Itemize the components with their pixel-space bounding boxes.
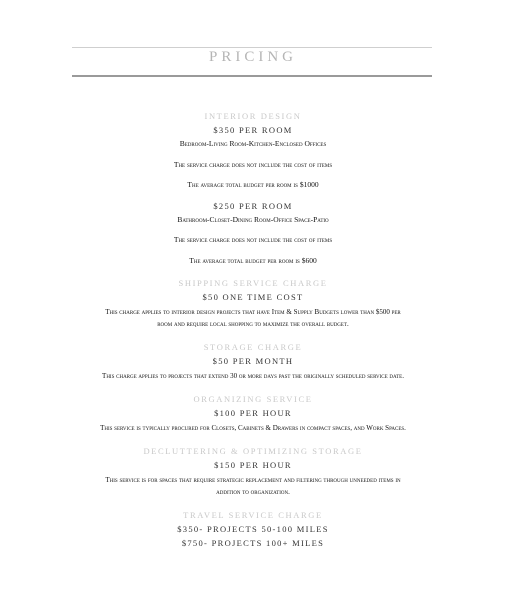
organizing-section [0,394,506,434]
price-line: $350 PER ROOM [213,125,293,135]
budget-note: The average total budget per room is $1000 [187,180,319,189]
section-heading: SHIPPING SERVICE CHARGE [178,278,328,288]
price-line: $250 PER ROOM [213,200,293,211]
section-heading: ORGANIZING SERVICE [193,394,313,404]
price-line: $350- PROJECTS 50-100 MILES [177,524,329,534]
top-divider [72,47,432,48]
storage-section [0,342,506,382]
decluttering-section [0,446,506,498]
bottom-divider [72,75,432,77]
room-list: Bathroom-Closet-Dining Room-Office Space-Patio [177,214,329,224]
service-note: The service charge does not include the cost of items [173,235,333,244]
description-line: room and require local shopping to maximize the overall budget. [157,320,349,328]
section-heading: INTERIOR DESIGN [204,111,302,121]
shipping-section [0,278,506,330]
travel-section [0,510,506,549]
price-line: $100 PER HOUR [214,408,292,418]
pricing-content [0,111,506,552]
section-heading: STORAGE CHARGE [203,342,303,352]
section-heading: DECLUTTERING & OPTIMIZING STORAGE [143,446,363,456]
description-line: This service is typically procured for Closets, Cabinets & Drawers in compact spaces, and Work Spaces. [100,424,406,432]
section-heading: TRAVEL SERVICE CHARGE [183,510,323,520]
interior-design-section [0,111,506,266]
price-line: $50 ONE TIME COST [202,292,304,302]
price-line: $750- PROJECTS 100+ MILES [181,538,325,548]
description-line: This charge applies to interior design projects that have Item & Supply Budgets lower than $500 per [105,308,401,316]
room-list: Bedroom-Living Room-Kitchen-Enclosed Offices [179,139,327,148]
page-title: PRICING [208,49,297,65]
price-line: $150 PER HOUR [214,460,292,470]
description-line: This service is for spaces that require strategic replacement and filtering through unneeded items in [105,476,401,484]
price-line: $50 PER MONTH [212,356,294,366]
service-note: The service charge does not include the cost of items [173,159,333,169]
description-line: addition to organization. [216,488,290,496]
description-line: This charge applies to projects that extend 30 or more days past the originally scheduled service date. [102,372,404,380]
budget-note: The average total budget per room is $600 [189,255,317,265]
